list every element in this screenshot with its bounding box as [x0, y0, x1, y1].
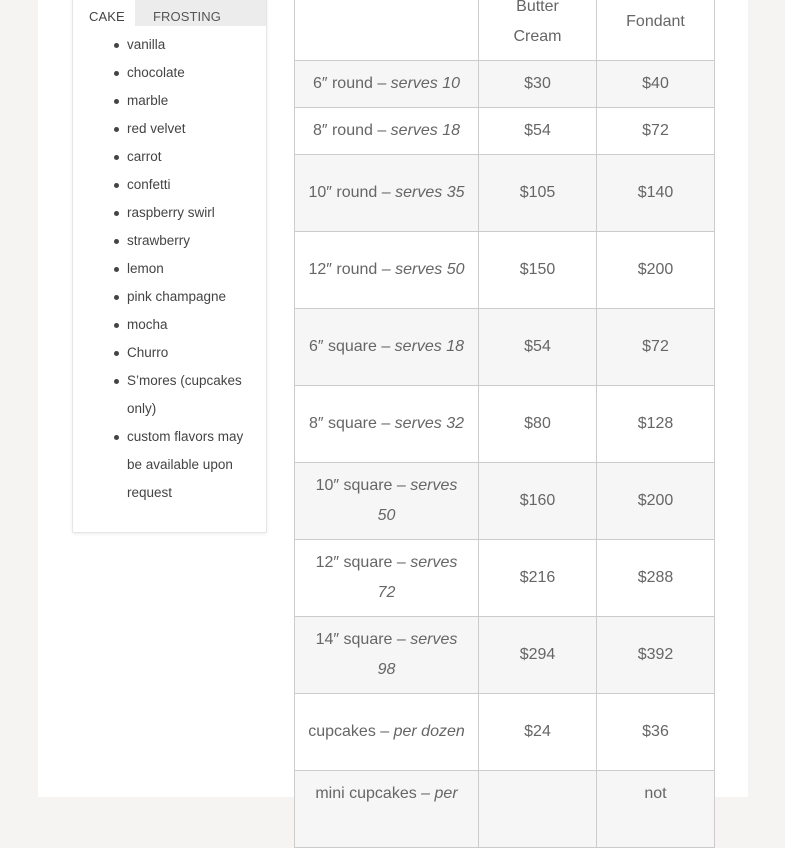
butter-cream-price: $150	[479, 232, 597, 309]
fondant-price: $72	[597, 108, 715, 155]
fondant-price: $36	[597, 694, 715, 771]
butter-cream-price: $80	[479, 386, 597, 463]
flavor-item: vanilla	[127, 31, 250, 59]
flavor-item: red velvet	[127, 115, 250, 143]
flavor-item: custom flavors may be available upon request	[127, 423, 250, 507]
fondant-price: $72	[597, 309, 715, 386]
tab-bar	[73, 0, 266, 26]
butter-cream-price: $160	[479, 463, 597, 540]
butter-cream-price: $216	[479, 540, 597, 617]
butter-cream-price: $294	[479, 617, 597, 694]
table-row	[295, 232, 715, 309]
table-row	[295, 61, 715, 108]
tab-frosting-label: FROSTING	[153, 9, 221, 24]
flavor-tabs	[72, 0, 267, 533]
table-row	[295, 617, 715, 694]
size-cell: 6″ round – serves 10	[295, 61, 479, 108]
flavor-item: carrot	[127, 143, 250, 171]
header-butter-cream: Butter Cream	[479, 0, 597, 61]
flavor-item: lemon	[127, 255, 250, 283]
tab-frosting[interactable]	[135, 0, 266, 26]
table-row	[295, 155, 715, 232]
fondant-price: $200	[597, 232, 715, 309]
size-cell: 14″ square – serves 98	[295, 617, 479, 694]
fondant-price: $288	[597, 540, 715, 617]
table-row	[295, 771, 715, 848]
flavor-item: Churro	[127, 339, 250, 367]
table-row	[295, 309, 715, 386]
size-cell: 8″ square – serves 32	[295, 386, 479, 463]
flavor-item: mocha	[127, 311, 250, 339]
size-cell: 6″ square – serves 18	[295, 309, 479, 386]
flavor-item: pink champagne	[127, 283, 250, 311]
butter-cream-price: $54	[479, 108, 597, 155]
flavor-item: marble	[127, 87, 250, 115]
butter-cream-price: $30	[479, 61, 597, 108]
table-row	[295, 540, 715, 617]
fondant-price: $140	[597, 155, 715, 232]
flavor-item: confetti	[127, 171, 250, 199]
fondant-price: $128	[597, 386, 715, 463]
table-row	[295, 108, 715, 155]
table-row	[295, 694, 715, 771]
tab-panel-cake	[73, 26, 266, 507]
tab-cake[interactable]	[73, 0, 135, 26]
butter-cream-price: $105	[479, 155, 597, 232]
fondant-price: $392	[597, 617, 715, 694]
cake-flavor-list	[127, 26, 250, 507]
size-cell: 12″ square – serves 72	[295, 540, 479, 617]
flavor-item: chocolate	[127, 59, 250, 87]
size-cell: 8″ round – serves 18	[295, 108, 479, 155]
header-size	[295, 0, 479, 61]
header-fondant: Fondant	[597, 0, 715, 61]
page-content	[38, 0, 748, 802]
butter-cream-price	[479, 771, 597, 848]
flavor-item: strawberry	[127, 227, 250, 255]
table-row	[295, 386, 715, 463]
butter-cream-price: $24	[479, 694, 597, 771]
fondant-price: $200	[597, 463, 715, 540]
table-row	[295, 463, 715, 540]
size-cell: mini cupcakes – per	[295, 771, 479, 848]
fondant-price: not	[597, 771, 715, 848]
size-cell: cupcakes – per dozen	[295, 694, 479, 771]
tab-cake-label: CAKE	[89, 9, 125, 24]
size-cell: 12″ round – serves 50	[295, 232, 479, 309]
flavor-item: S’mores (cupcakes only)	[127, 367, 250, 423]
butter-cream-price: $54	[479, 309, 597, 386]
size-cell: 10″ square – serves 50	[295, 463, 479, 540]
cake-price-table	[294, 0, 715, 848]
flavor-item: raspberry swirl	[127, 199, 250, 227]
table-header-row	[295, 0, 715, 61]
size-cell: 10″ round – serves 35	[295, 155, 479, 232]
fondant-price: $40	[597, 61, 715, 108]
